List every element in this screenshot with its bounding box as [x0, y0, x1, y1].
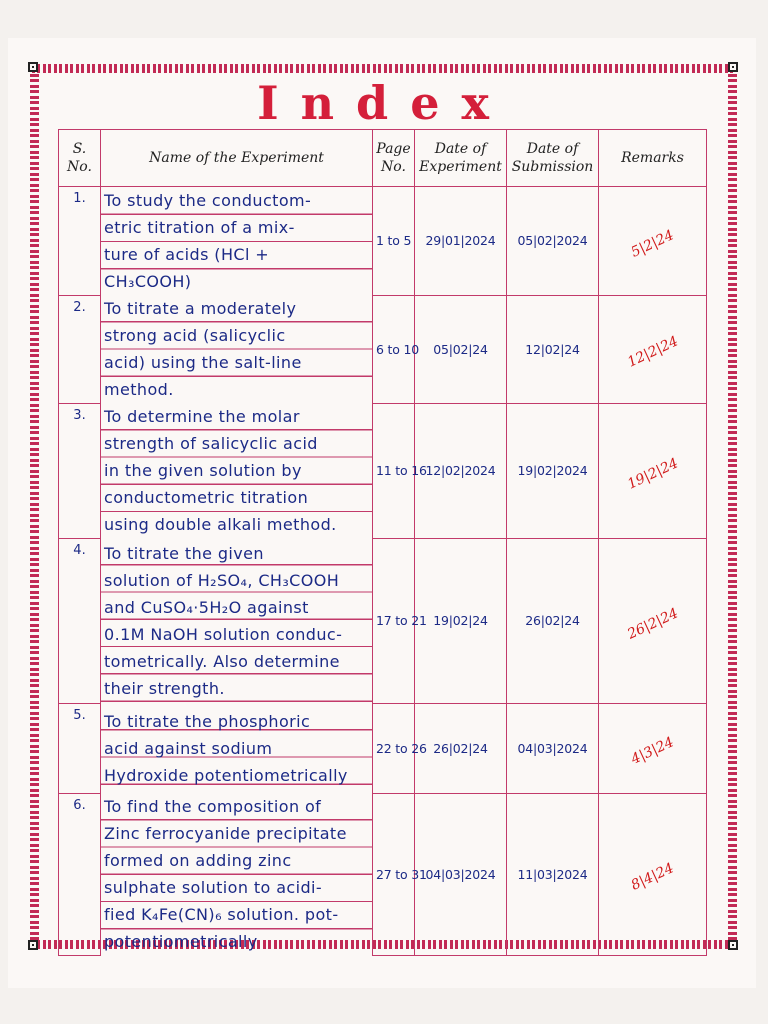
row-date-submission: 04|03|2024 — [517, 740, 588, 756]
row-remark: 8|4|24 — [628, 860, 677, 894]
row-remark: 4|3|24 — [628, 734, 677, 768]
row-experiment-name: To determine the molar strength of salicyclic acid in the given solution by conductometric titration using double alkali method. — [104, 407, 337, 534]
row-date-experiment: 26|02|24 — [433, 740, 488, 756]
table-row — [59, 403, 707, 538]
header-sno: S. No. — [59, 130, 101, 187]
table-row — [59, 538, 707, 703]
row-remark-cell — [599, 793, 707, 955]
row-date-experiment-cell — [415, 295, 507, 403]
row-date-experiment: 04|03|2024 — [425, 866, 496, 882]
row-page-no: 6 to 10 — [376, 341, 419, 357]
row-remark: 19|2|24 — [624, 454, 681, 493]
row-sno-cell — [59, 403, 101, 538]
row-experiment-name: To titrate the phosphoric acid against sodium Hydroxide potentiometrically — [104, 711, 348, 785]
row-date-submission: 26|02|24 — [525, 613, 580, 628]
row-remark-cell — [599, 295, 707, 403]
row-sno-cell — [59, 538, 101, 703]
row-sno: 4. — [73, 542, 86, 558]
row-remark-cell — [599, 403, 707, 538]
row-date-experiment: 12|02|2024 — [425, 463, 496, 478]
row-remark-cell — [599, 703, 707, 793]
row-page-no-cell — [373, 793, 427, 955]
row-sno-cell — [59, 187, 101, 296]
row-sno: 3. — [73, 407, 86, 423]
row-page-no: 17 to 21 — [376, 613, 427, 628]
row-sno: 5. — [73, 707, 86, 723]
row-page-no: 27 to 31 — [376, 866, 427, 882]
header-date-submission: Date of Submission — [507, 130, 599, 187]
row-page-no-cell — [373, 187, 415, 296]
corner-top-left — [28, 62, 38, 72]
row-sno: 6. — [73, 797, 86, 813]
row-date-experiment: 29|01|2024 — [425, 233, 496, 249]
corner-top-right — [728, 62, 738, 72]
row-remark: 12|2|24 — [624, 333, 681, 371]
top-border — [32, 64, 736, 73]
row-date-experiment-cell — [415, 403, 507, 538]
row-sno: 2. — [73, 299, 86, 315]
row-page-no-cell — [373, 295, 419, 403]
row-page-no-cell — [373, 703, 427, 793]
row-remark-cell — [599, 187, 707, 296]
row-remark: 5|2|24 — [628, 226, 677, 261]
table-row — [59, 703, 707, 793]
row-page-no: 11 to 16 — [376, 463, 427, 478]
row-experiment-name-cell — [101, 403, 373, 538]
row-remark-cell — [599, 538, 707, 703]
row-date-experiment-cell — [415, 793, 507, 955]
row-page-no: 1 to 5 — [376, 233, 412, 249]
page-title: Index — [257, 76, 511, 130]
row-experiment-name: To titrate a moderately strong acid (salicyclic acid) using the salt-line method. — [104, 299, 302, 399]
row-experiment-name-cell — [101, 538, 373, 703]
row-sno: 1. — [73, 191, 86, 206]
row-remark: 26|2|24 — [624, 604, 681, 643]
row-page-no-cell — [373, 538, 427, 703]
row-date-experiment: 19|02|24 — [433, 613, 488, 628]
row-date-experiment-cell — [415, 703, 507, 793]
row-date-experiment: 05|02|24 — [433, 341, 488, 357]
row-date-submission-cell — [507, 403, 599, 538]
row-date-submission-cell — [507, 703, 599, 793]
corner-bottom-left — [28, 940, 38, 950]
header-row — [59, 130, 707, 187]
row-page-no-cell — [373, 403, 427, 538]
row-date-submission: 12|02|24 — [525, 341, 580, 357]
corner-bottom-right — [728, 940, 738, 950]
row-date-experiment-cell — [415, 187, 507, 296]
header-name: Name of the Experiment — [101, 130, 373, 187]
row-date-submission-cell — [507, 187, 599, 296]
table-row — [59, 793, 707, 955]
row-sno-cell — [59, 793, 101, 955]
row-experiment-name-cell — [101, 703, 373, 793]
row-experiment-name-cell — [101, 187, 373, 296]
header-page: Page No. — [373, 130, 415, 187]
row-sno-cell — [59, 295, 101, 403]
table-row — [59, 295, 707, 403]
row-date-experiment-cell — [415, 538, 507, 703]
row-page-no: 22 to 26 — [376, 740, 427, 756]
header-remarks: Remarks — [599, 130, 707, 187]
row-date-submission: 05|02|2024 — [517, 233, 588, 249]
right-border — [728, 74, 737, 940]
row-sno-cell — [59, 703, 101, 793]
row-experiment-name: To find the composition of Zinc ferrocyanide precipitate formed on adding zinc sulphate solution to acidi- fied K₄Fe(CN)₆ solution. pot- potentiometrically — [104, 797, 347, 951]
row-date-submission-cell — [507, 295, 599, 403]
row-experiment-name-cell — [101, 793, 373, 955]
row-experiment-name: To titrate the given solution of H₂SO₄, CH₃COOH and CuSO₄·5H₂O against 0.1M NaOH solution conduc- tometrically. Also determine their strength. — [104, 543, 343, 698]
row-date-submission: 11|03|2024 — [517, 866, 588, 882]
row-experiment-name: To study the conductom- etric titration of a mix- ture of acids (HCl + CH₃COOH) — [104, 191, 312, 291]
row-experiment-name-cell — [101, 295, 373, 403]
header-date-experiment: Date of Experiment — [415, 130, 507, 187]
index-table — [58, 129, 707, 956]
table-row — [59, 187, 707, 296]
row-date-submission-cell — [507, 538, 599, 703]
row-date-submission-cell — [507, 793, 599, 955]
left-border — [30, 74, 39, 940]
row-date-submission: 19|02|2024 — [517, 463, 588, 478]
